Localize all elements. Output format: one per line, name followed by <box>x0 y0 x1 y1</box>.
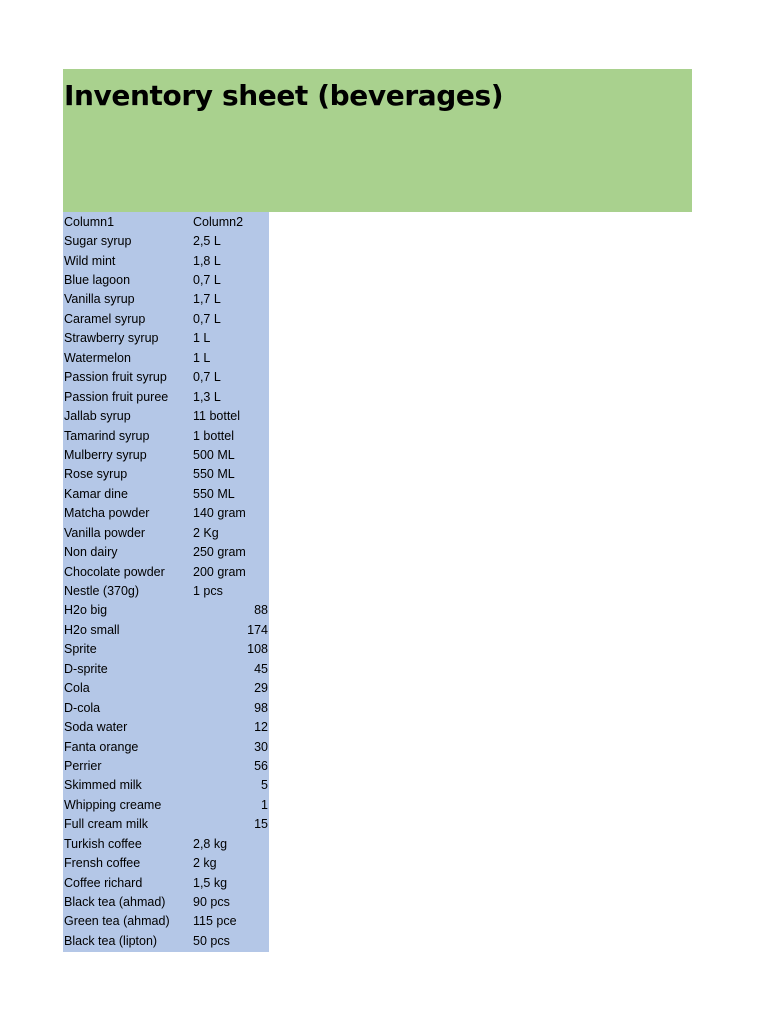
item-name-cell[interactable]: Whipping creame <box>64 797 162 812</box>
quantity-cell[interactable]: 5 <box>261 778 268 793</box>
item-name-cell[interactable]: Black tea (lipton) <box>64 933 158 948</box>
table-row <box>63 776 269 795</box>
item-name-cell[interactable]: Nestle (370g) <box>64 584 140 599</box>
table-row <box>63 484 269 503</box>
table-row <box>63 504 269 523</box>
item-name-cell[interactable]: Jallab syrup <box>64 409 131 424</box>
table-row <box>63 815 269 834</box>
item-name-cell[interactable]: D-cola <box>64 700 101 715</box>
item-name-cell[interactable]: Rose syrup <box>64 467 128 482</box>
item-name-cell[interactable]: Green tea (ahmad) <box>64 914 170 929</box>
item-name-cell[interactable]: Kamar dine <box>64 486 128 501</box>
table-row <box>63 348 269 367</box>
table-row <box>63 251 269 270</box>
quantity-cell[interactable]: 1,8 L <box>193 253 221 268</box>
table-row <box>63 562 269 581</box>
item-name-cell[interactable]: Tamarind syrup <box>64 428 150 443</box>
table-row <box>63 698 269 717</box>
item-name-cell[interactable]: Frensh coffee <box>64 856 141 871</box>
quantity-cell[interactable]: 11 bottel <box>193 409 241 424</box>
quantity-cell[interactable]: 2 Kg <box>193 525 219 540</box>
item-name-cell[interactable]: Matcha powder <box>64 506 150 521</box>
quantity-cell[interactable]: 56 <box>254 758 268 773</box>
quantity-cell[interactable]: 200 gram <box>193 564 246 579</box>
quantity-cell[interactable]: 90 pcs <box>193 895 230 910</box>
quantity-cell[interactable]: 174 <box>247 622 268 637</box>
quantity-cell[interactable]: 1,7 L <box>193 292 221 307</box>
table-row <box>63 231 269 250</box>
item-name-cell[interactable]: Soda water <box>64 720 128 735</box>
item-name-cell[interactable]: D-sprite <box>64 661 108 676</box>
table-row <box>63 640 269 659</box>
table-row <box>63 329 269 348</box>
item-name-cell[interactable]: Cola <box>64 681 90 696</box>
quantity-cell[interactable]: 29 <box>254 681 268 696</box>
table-row <box>63 270 269 289</box>
table-row <box>63 601 269 620</box>
table-row <box>63 737 269 756</box>
table-row <box>63 620 269 639</box>
quantity-cell[interactable]: 0,7 L <box>193 273 221 288</box>
quantity-cell[interactable]: 500 ML <box>193 447 235 462</box>
table-row <box>63 717 269 736</box>
quantity-cell[interactable]: 1 bottel <box>193 428 235 443</box>
table-row <box>63 309 269 328</box>
quantity-cell[interactable]: 15 <box>254 817 268 832</box>
quantity-cell[interactable]: 30 <box>254 739 268 754</box>
table-row <box>63 892 269 911</box>
sheet-title: Inventory sheet (beverages) <box>64 79 504 112</box>
item-name-cell[interactable]: Skimmed milk <box>64 778 142 793</box>
quantity-cell[interactable]: 2 kg <box>193 856 217 871</box>
item-name-cell[interactable]: Full cream milk <box>64 817 149 832</box>
item-name-cell[interactable]: Non dairy <box>64 545 118 560</box>
item-name-cell[interactable]: Coffee richard <box>64 875 143 890</box>
quantity-cell[interactable]: 98 <box>254 700 268 715</box>
table-row <box>63 873 269 892</box>
table-row <box>63 406 269 425</box>
table-row <box>63 834 269 853</box>
quantity-cell[interactable]: 2,5 L <box>193 234 221 249</box>
table-row <box>63 659 269 678</box>
inventory-sheet <box>63 69 692 952</box>
title-band <box>63 69 692 212</box>
table-row <box>63 756 269 775</box>
quantity-cell[interactable]: 12 <box>254 720 268 735</box>
quantity-cell[interactable]: 1,3 L <box>193 389 221 404</box>
quantity-cell[interactable]: 1,5 kg <box>193 875 228 890</box>
quantity-cell[interactable]: 108 <box>247 642 268 657</box>
item-name-cell[interactable]: Chocolate powder <box>64 564 165 579</box>
item-name-cell[interactable]: Vanilla powder <box>64 525 146 540</box>
table-row <box>63 387 269 406</box>
table-row <box>63 523 269 542</box>
quantity-cell[interactable]: 1 L <box>193 350 211 365</box>
table-row <box>63 853 269 872</box>
item-name-cell[interactable]: Black tea (ahmad) <box>64 895 166 910</box>
quantity-cell[interactable]: 0,7 L <box>193 370 221 385</box>
item-name-cell[interactable]: Strawberry syrup <box>64 331 159 346</box>
column-header-2[interactable]: Column2 <box>193 214 244 229</box>
quantity-cell[interactable]: 1 pcs <box>193 584 223 599</box>
item-name-cell[interactable]: Vanilla syrup <box>64 292 135 307</box>
item-name-cell[interactable]: Blue lagoon <box>64 273 131 288</box>
item-name-cell[interactable]: Passion fruit puree <box>64 389 169 404</box>
item-name-cell[interactable]: H2o big <box>64 603 108 618</box>
table-row <box>63 931 269 950</box>
table-row <box>63 581 269 600</box>
inventory-table <box>63 212 269 952</box>
item-name-cell[interactable]: Wild mint <box>64 253 116 268</box>
quantity-cell[interactable]: 550 ML <box>193 467 235 482</box>
table-row <box>63 445 269 464</box>
quantity-cell[interactable]: 550 ML <box>193 486 235 501</box>
item-name-cell[interactable]: Perrier <box>64 758 102 773</box>
table-row <box>63 542 269 561</box>
quantity-cell[interactable]: 1 <box>261 797 268 812</box>
item-name-cell[interactable]: Mulberry syrup <box>64 447 147 462</box>
item-name-cell[interactable]: Sugar syrup <box>64 234 132 249</box>
quantity-cell[interactable]: 50 pcs <box>193 933 230 948</box>
item-name-cell[interactable]: Turkish coffee <box>64 836 142 851</box>
column-header-1[interactable]: Column1 <box>64 214 115 229</box>
quantity-cell[interactable]: 88 <box>254 603 268 618</box>
table-row <box>63 426 269 445</box>
item-name-cell[interactable]: Watermelon <box>64 350 131 365</box>
quantity-cell[interactable]: 45 <box>254 661 268 676</box>
table-header-row <box>63 212 269 231</box>
table-row <box>63 368 269 387</box>
item-name-cell[interactable]: Caramel syrup <box>64 311 146 326</box>
quantity-cell[interactable]: 140 gram <box>193 506 246 521</box>
quantity-cell[interactable]: 0,7 L <box>193 311 221 326</box>
table-row <box>63 290 269 309</box>
item-name-cell[interactable]: H2o small <box>64 622 120 637</box>
quantity-cell[interactable]: 1 L <box>193 331 211 346</box>
table-row <box>63 679 269 698</box>
table-row <box>63 912 269 931</box>
table-row <box>63 465 269 484</box>
quantity-cell[interactable]: 2,8 kg <box>193 836 228 851</box>
item-name-cell[interactable]: Fanta orange <box>64 739 139 754</box>
item-name-cell[interactable]: Sprite <box>64 642 97 657</box>
item-name-cell[interactable]: Passion fruit syrup <box>64 370 167 385</box>
quantity-cell[interactable]: 115 pce <box>193 914 237 929</box>
quantity-cell[interactable]: 250 gram <box>193 545 246 560</box>
table-row <box>63 795 269 814</box>
